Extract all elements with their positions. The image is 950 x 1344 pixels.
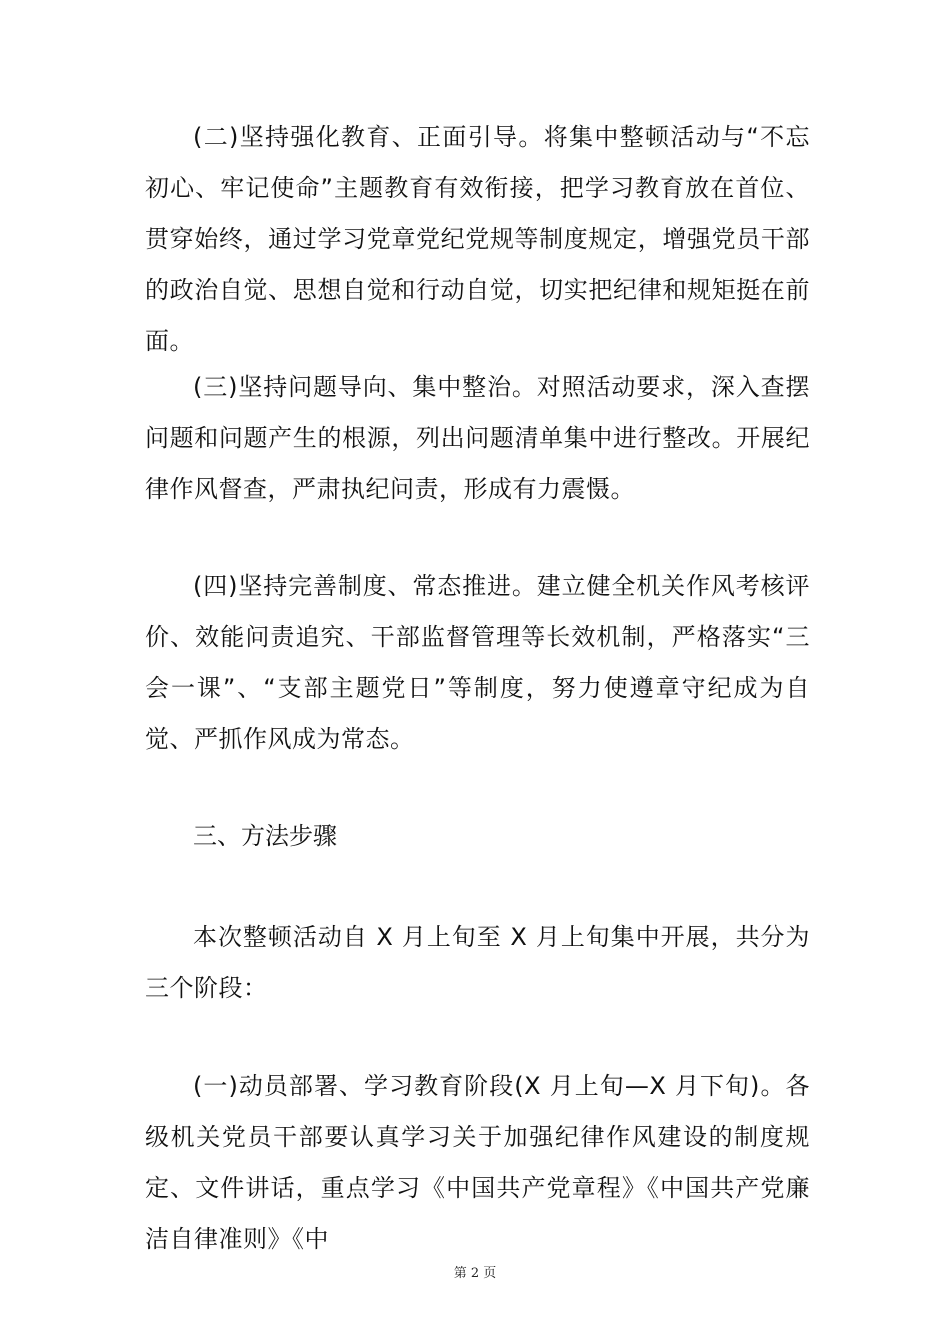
paragraph-schedule: 本次整顿活动自 X 月上旬至 X 月上旬集中开展，共分为三个阶段：: [145, 923, 810, 1002]
section-heading-methods: 三、方法步骤: [193, 822, 337, 850]
paragraph-education: (二)坚持强化教育、正面引导。将集中整顿活动与“不忘初心、牢记使命”主题教育有效衔接，把学习教育放在首位、贯穿始终，通过学习党章党纪党规等制度规定，增强党员干部的政治自觉、思想自觉和行动自觉，切实把纪律和规矩挺在前面。: [145, 123, 810, 355]
paragraph-institution: (四)坚持完善制度、常态推进。建立健全机关作风考核评价、效能问责追究、干部监督管理等长效机制，严格落实“三会一课”、“支部主题党日”等制度，努力使遵章守纪成为自觉、严抓作风成为常态。: [145, 572, 810, 753]
paragraph-problem-oriented: (三)坚持问题导向、集中整治。对照活动要求，深入查摆问题和问题产生的根源，列出问题清单集中进行整改。开展纪律作风督查，严肃执纪问责，形成有力震慑。: [145, 373, 810, 503]
paragraph-phase-one: (一)动员部署、学习教育阶段(X 月上旬—X 月下旬)。各级机关党员干部要认真学习关于加强纪律作风建设的制度规定、文件讲话，重点学习《中国共产党章程》《中国共产党廉洁自律准则》《中: [145, 1072, 810, 1253]
page-number-footer: 第 2 页: [453, 1266, 497, 1281]
